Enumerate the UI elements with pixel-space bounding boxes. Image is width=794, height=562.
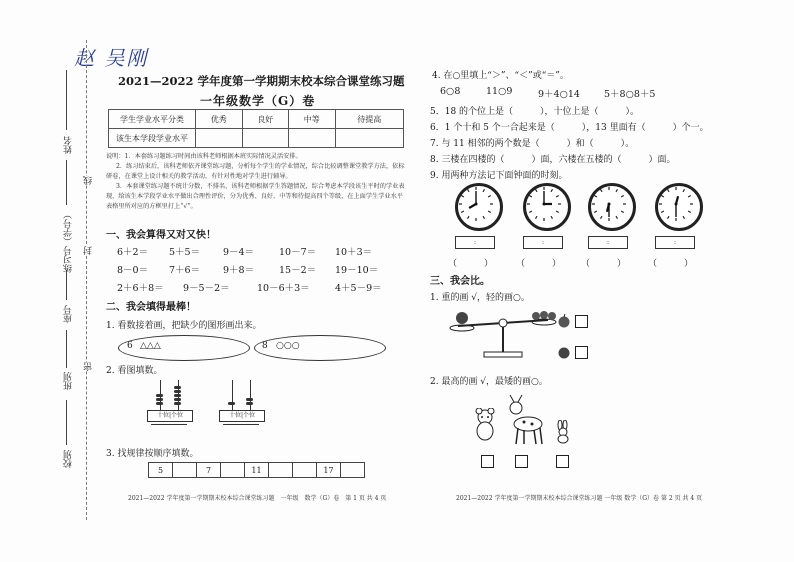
level-row-label: 该生本学段学业水平 (109, 129, 196, 148)
margin-secret-char: 密 (84, 362, 94, 371)
s2-q1: 1. 看数接着画，把缺少的图形画出来。 (106, 321, 262, 331)
abacus1-tens-label: 十位 (156, 412, 169, 419)
section3-title: 三、我会比。 (430, 276, 490, 287)
clock-paren-1[interactable]: （ ） (448, 259, 494, 269)
note-1: 说明：1．本套练习题练习时间由该科老师根据本班实际情况灵活安排。 (106, 153, 302, 160)
oval-left-num: 6 (127, 341, 133, 351)
clock-digital-box-2[interactable]: : (523, 236, 563, 249)
clock-digital-box-1[interactable]: : (455, 236, 495, 249)
clock-tick (529, 211, 532, 213)
circle-icons: ○○○ (276, 341, 300, 351)
compare-4: 5＋8○8＋5 (604, 89, 656, 100)
level-head-2: 良好 (242, 110, 289, 129)
seq-cell-5[interactable]: 11 (245, 463, 269, 478)
clock-hands (458, 186, 500, 228)
margin-school-line (66, 400, 67, 445)
calc-1-1: 6＋2＝ (117, 247, 149, 258)
clock-tick (551, 216, 553, 219)
calc-3-3: 10－6＋3＝ (257, 283, 310, 294)
seq-cell-4[interactable] (221, 463, 245, 478)
clock-center (608, 203, 611, 206)
margin-seal-char: 封 (84, 246, 94, 255)
level-cell-improve[interactable] (335, 129, 403, 148)
seq-cell-3[interactable]: 7 (197, 463, 221, 478)
calc-2-1: 8－0＝ (117, 265, 149, 276)
clock-face (655, 183, 703, 231)
clock-face (588, 183, 636, 231)
calc-3-4: 4＋5－9＝ (335, 283, 382, 294)
seq-cell-2[interactable] (173, 463, 197, 478)
calc-2-5: 19－10＝ (335, 265, 379, 276)
calc-1-5: 10＋3＝ (335, 247, 373, 258)
clock-tick (621, 196, 624, 198)
margin-line-char: 线 (84, 176, 94, 185)
r-q5: 5．18 的个位上是（ ），十位上是（ ）。 (430, 107, 640, 117)
calc-1-3: 9－4＝ (223, 247, 255, 258)
level-head-3: 中等 (289, 110, 336, 129)
clock-tick (488, 196, 491, 198)
oval-right-num: 8 (262, 341, 268, 351)
clock-paren-2[interactable]: （ ） (516, 259, 562, 269)
handwritten-name: 赵 吴刚 (74, 46, 149, 70)
calc-3-2: 9－5－2＝ (183, 283, 230, 294)
abacus2-rod-tens (232, 380, 233, 410)
clock-tick (594, 211, 597, 213)
clock-tick (688, 196, 691, 198)
clock-tick (621, 211, 624, 213)
abacus1-base: 十位|个位 (147, 410, 193, 422)
bead (156, 402, 163, 405)
orange-icon (557, 346, 571, 360)
clock-tick (468, 216, 470, 219)
clock-tick (616, 216, 618, 219)
calc-3-1: 2＋6＋8＝ (117, 283, 164, 294)
clock-tick (601, 216, 603, 219)
level-head-0: 学生学业水平分类 (109, 110, 196, 129)
margin-school-label: 校别 (64, 450, 74, 468)
clock-tick (468, 189, 470, 192)
abacus2-answer-line[interactable] (223, 424, 259, 425)
r-q9: 9. 用两种方法记下面钟面的时刻。 (430, 171, 568, 181)
clock-paren-3[interactable]: （ ） (581, 259, 627, 269)
level-head-4: 待提高 (335, 110, 403, 129)
r-c1: 1. 重的画 √，轻的画○。 (430, 293, 530, 303)
level-head-1: 优秀 (196, 110, 243, 129)
clock-tick (488, 211, 491, 213)
answer-box-bear[interactable] (481, 455, 494, 468)
level-cell-good[interactable] (242, 129, 289, 148)
clock-tick (556, 196, 559, 198)
r-q7: 7. 与 11 相邻的两个数是（ ）和（ ）。 (430, 139, 635, 149)
calc-2-3: 9＋8＝ (223, 265, 255, 276)
footer-left: 2021—2022 学年度第一学期期末校本综合课堂练习题 一年级 数学（G）卷 第 1 页 共 4 页 (128, 495, 387, 502)
clock-face (455, 183, 503, 231)
abacus1-answer-line[interactable] (151, 424, 187, 425)
bead (174, 402, 181, 405)
bead (174, 398, 181, 401)
margin-name-label: 姓名 (64, 136, 74, 154)
seq-cell-8[interactable]: 17 (317, 463, 341, 478)
calc-1-4: 10－7＝ (279, 247, 317, 258)
answer-box-deer[interactable] (515, 455, 528, 468)
clock-digital-box-4[interactable]: : (655, 236, 695, 249)
apple-icon (557, 314, 571, 328)
clock-paren-4[interactable]: （ ） (648, 259, 694, 269)
binding-dashed-line (86, 40, 87, 520)
clock-tick (594, 196, 597, 198)
bead (228, 402, 235, 405)
seq-cell-7[interactable] (293, 463, 317, 478)
compare-3: 9＋4○14 (538, 89, 580, 100)
bead (246, 398, 253, 401)
footer-right: 2021—2022 学年度第一学期期末校本综合课堂练习题 一年级 数学（G）卷 第 2 页 共 4 页 (456, 495, 703, 502)
triangle-icons: △△△ (140, 341, 161, 351)
abacus2-ones-label: 个位 (243, 412, 256, 419)
clock-center (675, 203, 678, 206)
bear-icon (472, 408, 498, 442)
bead (156, 394, 163, 397)
margin-class-label: 班别 (64, 372, 74, 390)
oval-left (118, 335, 250, 361)
margin-name-line (66, 70, 67, 130)
level-table (108, 109, 404, 148)
clock-hands (526, 186, 568, 228)
margin-exam-no-label: 练习号（学号） (64, 210, 74, 273)
clock-tick (483, 216, 485, 219)
margin-class-line (66, 330, 67, 368)
sequence-table (148, 462, 365, 478)
clock-tick (536, 216, 538, 219)
s2-q2: 2. 看图填数。 (106, 366, 163, 376)
clock-tick (461, 196, 464, 198)
deer-icon (502, 394, 552, 446)
note-3: 3．本套课堂练习题不统计分数，不排名，该科老师根据学生答题情况，综合考虑本学段该生平时的学业表现，给该生本学段学业水平做出合理性评价，分为优秀、良好、中等和待提高四个等级，在上面学生学业水平表格里所对应的方框里打上“√”。 (106, 183, 405, 210)
clock-tick (551, 189, 553, 192)
note-2: 2．练习结束后，该科老师依齐课堂练习题，分析每个学生的学业情况，综合比较调整课堂教学方法，依标研卷，在课堂上设计相关的教学活动，有针对性地对学生进行辅导。 (106, 163, 405, 180)
clock-digital-box-3[interactable]: : (588, 236, 628, 249)
clock-tick (683, 216, 685, 219)
abacus2-base: 十位|个位 (219, 410, 265, 422)
s2-q3: 3. 找规律按顺序填数。 (106, 449, 199, 459)
clock-tick (661, 196, 664, 198)
section2-title: 二、我会填得最棒！ (106, 302, 196, 313)
bead (174, 390, 181, 393)
notes-block (106, 152, 406, 212)
answer-box-apple[interactable] (575, 315, 588, 328)
clock-tick (688, 211, 691, 213)
answer-box-rabbit[interactable] (556, 455, 569, 468)
oval-right (254, 335, 386, 361)
margin-seat-line (66, 270, 67, 300)
calc-2-4: 15－2＝ (279, 265, 317, 276)
calc-2-2: 7＋6＝ (169, 265, 201, 276)
page-title: 2021—2022 学年度第一学期期末校本综合课堂练习题 (118, 74, 405, 88)
seq-cell-1[interactable]: 5 (149, 463, 173, 478)
bead (174, 394, 181, 397)
clock-tick (601, 189, 603, 192)
clock-tick (529, 196, 532, 198)
clock-tick (616, 189, 618, 192)
seq-cell-6[interactable] (269, 463, 293, 478)
r-q8: 8. 三楼在四楼的（ ）面，六楼在五楼的（ ）面。 (430, 155, 676, 165)
page-subtitle: 一年级数学（G）卷 (200, 94, 316, 108)
clock-tick (483, 189, 485, 192)
level-cell-medium[interactable] (289, 129, 336, 148)
compare-2: 11○9 (486, 86, 513, 97)
calc-1-2: 5＋5＝ (169, 247, 201, 258)
balance-scale-icon (448, 306, 558, 362)
answer-box-orange[interactable] (575, 346, 588, 359)
section1-title: 一、我会算得又对又快！ (106, 230, 216, 241)
compare-1: 6○8 (440, 86, 461, 97)
abacus2-rod-ones (250, 380, 251, 410)
clock-tick (683, 189, 685, 192)
clock-tick (536, 189, 538, 192)
clock-tick (668, 189, 670, 192)
clock-center (543, 203, 546, 206)
seq-cell-9[interactable] (341, 463, 365, 478)
clock-hands (658, 186, 700, 228)
abacus2-tens-label: 十位 (228, 412, 241, 419)
clock-tick (661, 211, 664, 213)
clock-tick (461, 211, 464, 213)
level-cell-excellent[interactable] (196, 129, 243, 148)
clock-center (475, 203, 478, 206)
clock-tick (668, 216, 670, 219)
abacus1-ones-label: 个位 (171, 412, 184, 419)
r-q4: 4. 在○里填上“＞”、“＜”或“＝”。 (432, 71, 569, 81)
bead (156, 398, 163, 401)
r-c2: 2. 最高的画 √，最矮的画○。 (430, 377, 548, 387)
clock-face (523, 183, 571, 231)
rabbit-icon (554, 420, 572, 444)
bead (174, 386, 181, 389)
clock-hands (591, 186, 633, 228)
margin-seat-label: 座号 (64, 305, 74, 323)
r-q6: 6．1 个十和 5 个一合起来是（ ），13 里面有（ ）个一。 (430, 123, 709, 133)
clock-tick (556, 211, 559, 213)
bead (246, 402, 253, 405)
margin-exam-no-line (66, 160, 67, 205)
